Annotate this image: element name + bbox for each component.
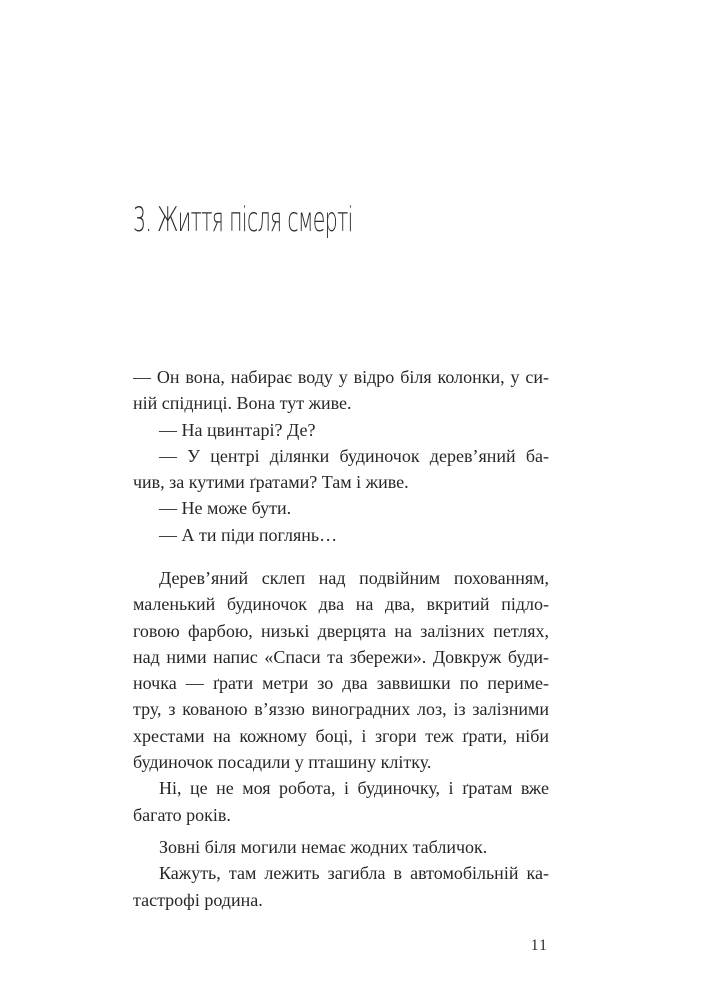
dialogue-line: — Не може бути. — [159, 498, 292, 519]
paragraph-line: тру, з кованою в’яззю виноградних лоз, із залізними — [133, 699, 549, 720]
dialogue-line: ній спідниці. Вона тут живе. — [133, 393, 352, 414]
paragraph-line: тастрофі родина. — [133, 889, 263, 910]
dialogue-line: — На цвинтарі? Де? — [159, 419, 316, 440]
paragraph-line: багато років. — [133, 804, 231, 825]
dialogue-line: чив, за кутими ґратами? Там і живе. — [133, 472, 409, 493]
paragraph-line: Кажуть, там лежить загибла в автомобільній ка- — [159, 863, 549, 884]
paragraph-line: Зовні біля могили немає жодних табличок. — [159, 837, 488, 857]
paragraph-line: Ні, це не моя робота, і будиночку, і ґратам вже — [159, 778, 549, 799]
paragraph-line: маленький будиночок два на два, вкритий підло- — [133, 594, 549, 615]
paragraph-crypt — [133, 565, 549, 828]
dialogue-block — [133, 364, 549, 548]
paragraph-grave — [133, 834, 549, 913]
paragraph-line: над ними напис «Спаси та збережи». Довкруж буди- — [133, 646, 549, 667]
dialogue-line: — А ти піди поглянь… — [159, 524, 338, 545]
paragraph-line: будиночок посадили у пташину клітку. — [133, 752, 432, 773]
paragraph-line: Дерев’яний склеп над подвійним похованням, — [159, 568, 549, 588]
page-number: 11 — [530, 937, 548, 954]
dialogue-line: — У центрі ділянки будиночок дерев’яний ба- — [159, 445, 549, 466]
paragraph-line: ночка — ґрати метри зо два заввишки по периме- — [133, 673, 549, 694]
paragraph-line: говою фарбою, низькі дверцята на залізних петлях, — [133, 620, 549, 641]
chapter-title: 3. Життя після смерті — [133, 200, 353, 240]
paragraph-line: хрестами на кожному боці, і згори теж ґрати, ніби — [133, 725, 549, 746]
dialogue-line: — Он вона, набирає воду у відро біля колонки, у си- — [133, 367, 549, 387]
